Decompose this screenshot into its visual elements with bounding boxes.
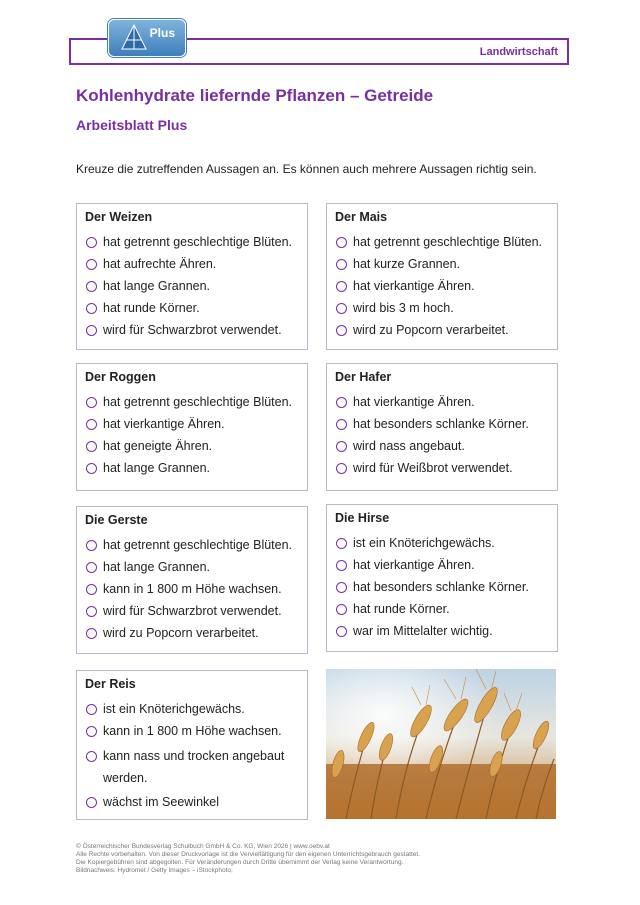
option-label: hat vierkantige Ähren. — [103, 417, 225, 431]
option[interactable] — [85, 559, 299, 576]
card-hafer — [326, 363, 558, 491]
logo-text: Plus — [149, 26, 175, 40]
option-label: hat getrennt geschlechtige Blüten. — [353, 235, 543, 249]
checkbox-circle-icon[interactable] — [86, 726, 97, 737]
option[interactable] — [85, 625, 299, 642]
option-label: wird bis 3 m hoch. — [353, 301, 454, 315]
checkbox-circle-icon[interactable] — [86, 325, 97, 336]
option[interactable] — [85, 794, 299, 811]
option-label: hat getrennt geschlechtige Blüten. — [103, 538, 293, 552]
subject-label: Landwirtschaft — [479, 46, 558, 58]
checkbox-circle-icon[interactable] — [86, 259, 97, 270]
option[interactable] — [335, 601, 549, 618]
option[interactable] — [85, 234, 299, 251]
option-label: hat besonders schlanke Körner. — [353, 580, 529, 594]
checkbox-circle-icon[interactable] — [336, 303, 347, 314]
option-label: hat vierkantige Ähren. — [353, 279, 475, 293]
checkbox-circle-icon[interactable] — [86, 463, 97, 474]
option[interactable] — [85, 603, 299, 620]
option-label: ist ein Knöterichgewächs. — [353, 536, 495, 550]
option-label: kann nass und trocken angebaut werden. — [103, 749, 285, 785]
option[interactable] — [335, 416, 549, 433]
checkbox-circle-icon[interactable] — [86, 397, 97, 408]
option[interactable] — [85, 416, 299, 433]
checkbox-circle-icon[interactable] — [86, 562, 97, 573]
option[interactable] — [85, 278, 299, 295]
checkbox-circle-icon[interactable] — [86, 419, 97, 430]
option[interactable] — [85, 256, 299, 273]
card-title: Der Reis — [85, 677, 136, 691]
footer-copyright: © Österreichischer Bundesverlag Schulbuch GmbH & Co. KG, Wien 2026 | www.oebv.at — [76, 843, 330, 850]
checkbox-circle-icon[interactable] — [86, 628, 97, 639]
checkbox-circle-icon[interactable] — [336, 604, 347, 615]
option-label: hat getrennt geschlechtige Blüten. — [103, 235, 293, 249]
option-label: hat getrennt geschlechtige Blüten. — [103, 395, 293, 409]
option-label: hat geneigte Ähren. — [103, 439, 213, 453]
option-label: hat lange Grannen. — [103, 560, 211, 574]
option-label: ist ein Knöterichgewächs. — [103, 702, 245, 716]
checkbox-circle-icon[interactable] — [86, 797, 97, 808]
option-label: hat lange Grannen. — [103, 279, 211, 293]
option-label: wird zu Popcorn verarbeitet. — [103, 626, 259, 640]
option-label: hat vierkantige Ähren. — [353, 395, 475, 409]
option-label: wird zu Popcorn verarbeitet. — [353, 323, 509, 337]
option[interactable] — [335, 535, 549, 552]
card-title: Der Mais — [335, 210, 388, 224]
checkbox-circle-icon[interactable] — [86, 584, 97, 595]
option-label: war im Mittelalter wichtig. — [353, 624, 493, 638]
plus-logo — [108, 19, 186, 57]
option[interactable] — [85, 460, 299, 477]
option-label: hat runde Körner. — [103, 301, 200, 315]
checkbox-circle-icon[interactable] — [86, 751, 97, 762]
option-label: wächst im Seewinkel — [103, 795, 220, 809]
checkbox-circle-icon[interactable] — [86, 281, 97, 292]
checkbox-circle-icon[interactable] — [336, 259, 347, 270]
option[interactable] — [85, 701, 299, 718]
option[interactable] — [335, 322, 549, 339]
option[interactable] — [335, 438, 549, 455]
checkbox-circle-icon[interactable] — [336, 237, 347, 248]
card-title: Die Gerste — [85, 513, 148, 527]
option[interactable] — [85, 394, 299, 411]
option-label: hat aufrechte Ähren. — [103, 257, 217, 271]
option-label: hat kurze Grannen. — [353, 257, 461, 271]
option[interactable] — [85, 438, 299, 455]
card-title: Der Weizen — [85, 210, 153, 224]
triangle-logo-icon — [121, 24, 147, 50]
option-label: kann in 1 800 m Höhe wachsen. — [103, 724, 282, 738]
checkbox-circle-icon[interactable] — [336, 441, 347, 452]
option[interactable] — [335, 256, 549, 273]
option-label: hat lange Grannen. — [103, 461, 211, 475]
footer-fees: Die Kopiergebühren sind abgegolten. Für Veränderungen durch Dritte übernimmt der Verlag keine Verantwortung. — [76, 859, 404, 866]
option[interactable] — [85, 537, 299, 554]
card-hirse — [326, 504, 558, 652]
option[interactable] — [335, 300, 549, 317]
option[interactable] — [335, 278, 549, 295]
checkbox-circle-icon[interactable] — [336, 560, 347, 571]
option[interactable] — [335, 234, 549, 251]
wheat-photo — [326, 669, 556, 819]
checkbox-circle-icon[interactable] — [86, 303, 97, 314]
card-gerste — [76, 506, 308, 654]
card-mais — [326, 203, 558, 350]
checkbox-circle-icon[interactable] — [336, 325, 347, 336]
card-title: Die Hirse — [335, 511, 390, 525]
page-title: Kohlenhydrate liefernde Pflanzen – Getreide — [76, 86, 434, 105]
checkbox-circle-icon[interactable] — [336, 626, 347, 637]
wheat-field-image — [326, 669, 556, 819]
option[interactable] — [335, 579, 549, 596]
card-roggen — [76, 363, 308, 491]
checkbox-circle-icon[interactable] — [86, 704, 97, 715]
option-label: hat vierkantige Ähren. — [353, 558, 475, 572]
option[interactable] — [85, 581, 299, 598]
checkbox-circle-icon[interactable] — [86, 237, 97, 248]
option[interactable] — [335, 557, 549, 574]
checkbox-circle-icon[interactable] — [336, 397, 347, 408]
checkbox-circle-icon[interactable] — [336, 538, 347, 549]
option-label: kann in 1 800 m Höhe wachsen. — [103, 582, 282, 596]
footer — [76, 843, 420, 875]
checkbox-circle-icon[interactable] — [86, 540, 97, 551]
option[interactable] — [335, 623, 549, 640]
instruction-text: Kreuze die zutreffenden Aussagen an. Es können auch mehrere Aussagen richtig sein. — [76, 162, 537, 176]
option-label: hat besonders schlanke Körner. — [353, 417, 529, 431]
option[interactable] — [85, 300, 299, 317]
option-label: wird für Schwarzbrot verwendet. — [103, 604, 282, 618]
checkbox-circle-icon[interactable] — [336, 281, 347, 292]
card-title: Der Hafer — [335, 370, 392, 384]
option[interactable] — [85, 745, 299, 789]
option-label: wird für Weißbrot verwendet. — [353, 461, 513, 475]
page-subtitle: Arbeitsblatt Plus — [76, 117, 188, 133]
checkbox-circle-icon[interactable] — [86, 441, 97, 452]
footer-rights: Alle Rechte vorbehalten. Von dieser Druckvorlage ist die Vervielfältigung für den eigenen Unterrichtsgebrauch gestattet. — [76, 851, 420, 858]
checkbox-circle-icon[interactable] — [336, 419, 347, 430]
option[interactable] — [335, 394, 549, 411]
card-title: Der Roggen — [85, 370, 156, 384]
option-label: hat runde Körner. — [353, 602, 450, 616]
option[interactable] — [85, 322, 299, 339]
checkbox-circle-icon[interactable] — [336, 582, 347, 593]
card-reis — [76, 670, 308, 820]
option-label: wird für Schwarzbrot verwendet. — [103, 323, 282, 337]
checkbox-circle-icon[interactable] — [86, 606, 97, 617]
option[interactable] — [85, 723, 299, 740]
option-label: wird nass angebaut. — [353, 439, 465, 453]
footer-credits: Bildnachweis: Hydromet / Getty Images – iStockphoto; — [76, 867, 233, 874]
option[interactable] — [335, 460, 549, 477]
checkbox-circle-icon[interactable] — [336, 463, 347, 474]
card-weizen — [76, 203, 308, 350]
